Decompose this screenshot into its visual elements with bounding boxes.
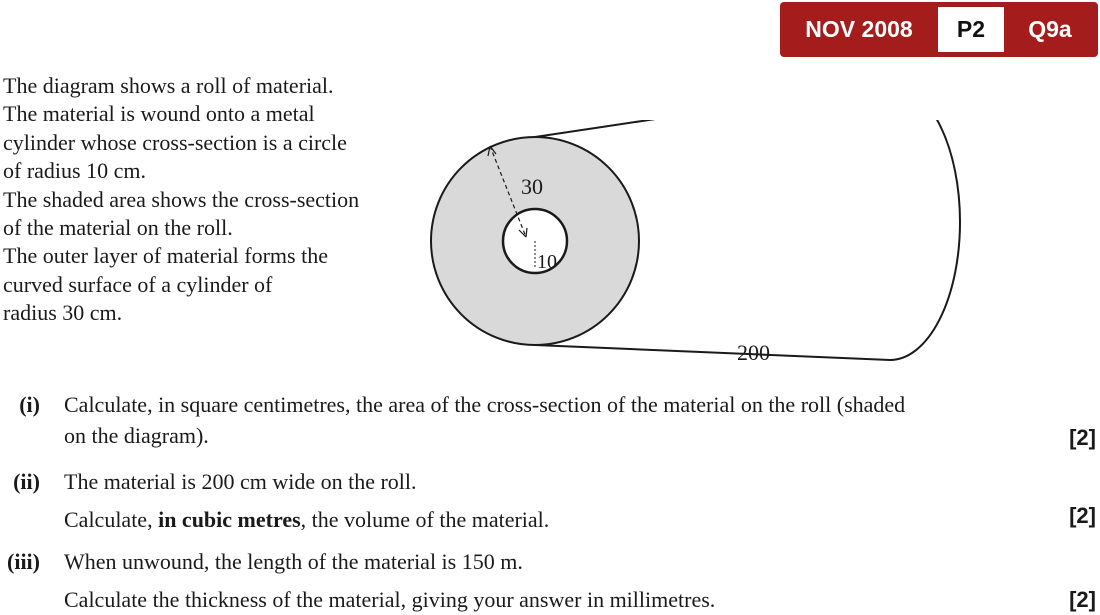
question-reference-badge [780, 2, 1098, 57]
outer-radius-label: 30 [521, 174, 543, 199]
roll-diagram [420, 120, 1020, 370]
question-text-part: , the volume of the material. [300, 507, 550, 532]
paper-label: P2 [938, 7, 1004, 52]
intro-line: of radius 10 cm. [3, 158, 146, 184]
marks-label: [2] [1069, 587, 1096, 612]
inner-radius-label: 10 [537, 251, 557, 273]
question-text-part: Calculate, [64, 507, 159, 532]
intro-line: The material is wound onto a metal [3, 101, 315, 127]
question-number: (iii) [7, 549, 40, 574]
intro-line: The diagram shows a roll of material. [3, 73, 334, 98]
question-text: When unwound, the length of the material is 150 m. [64, 549, 523, 574]
question-text: on the diagram). [64, 423, 209, 448]
intro-line: radius 30 cm. [3, 300, 123, 326]
intro-line: cylinder whose cross-section is a circle [3, 129, 347, 155]
length-label: 200 [737, 340, 770, 365]
marks-label: [2] [1069, 503, 1096, 528]
marks-label: [2] [1069, 425, 1096, 450]
session-label: NOV 2008 [805, 16, 913, 42]
question-text [64, 507, 549, 533]
question-number: (i) [19, 392, 40, 417]
question-text: Calculate, in square centimetres, the area of the cross-section of the material on the roll (shaded [64, 392, 906, 417]
intro-line: curved surface of a cylinder of [3, 271, 273, 297]
intro-line: The shaded area shows the cross-section [3, 186, 360, 212]
intro-text [3, 72, 423, 328]
question-text: Calculate the thickness of the material, giving your answer in millimetres. [64, 587, 716, 612]
question-text: The material is 200 cm wide on the roll. [64, 469, 417, 494]
intro-line: of the material on the roll. [3, 215, 233, 241]
question-text-emphasis: in cubic metres [158, 507, 301, 532]
question-label: Q9a [1028, 16, 1072, 42]
intro-line: The outer layer of material forms the [3, 243, 328, 269]
question-number: (ii) [13, 469, 40, 494]
